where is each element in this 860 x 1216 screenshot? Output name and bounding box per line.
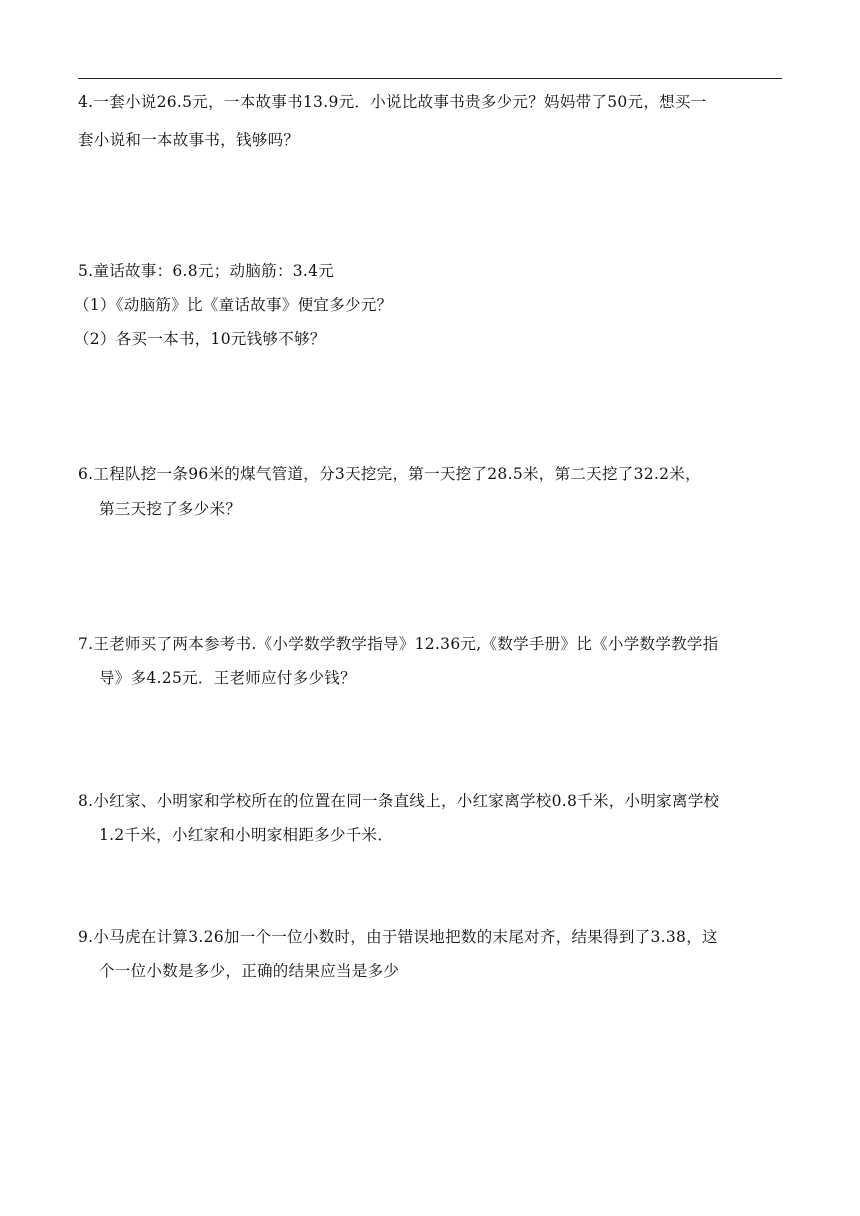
problem-8-line-2: 1.2千米，小红家和小明家相距多少千米．	[99, 826, 394, 844]
header-rule	[78, 78, 782, 79]
problem-6-line-2: 第三天挖了多少米？	[99, 500, 242, 518]
problem-7-line-1: 7.王老师买了两本参考书.《小学数学教学指导》12.36元,《数学手册》比《小学数学教学指	[78, 635, 719, 653]
problem-9-line-2: 个一位小数是多少，正确的结果应当是多少	[99, 962, 400, 980]
problem-4-line-2: 套小说和一本故事书，钱够吗？	[78, 131, 300, 149]
problem-5-sub-2: （2）各买一本书，10元钱够不够？	[74, 330, 326, 348]
problem-8-line-1: 8.小红家、小明家和学校所在的位置在同一条直线上，小红家离学校0.8千米，小明家离学校	[78, 792, 720, 810]
problem-5-line-1: 5.童话故事：6.8元；动脑筋：3.4元	[78, 262, 335, 280]
problem-6-line-1: 6.工程队挖一条96米的煤气管道，分3天挖完，第一天挖了28.5米，第二天挖了32.2米，	[78, 465, 701, 483]
problem-9-line-1: 9.小马虎在计算3.26加一个一位小数时，由于错误地把数的末尾对齐，结果得到了3.38，这	[78, 928, 718, 946]
problem-5-sub-1: （1）《动脑筋》比《童话故事》便宜多少元？	[74, 296, 393, 314]
problem-7-line-2: 导》多4.25元．王老师应付多少钱？	[99, 669, 356, 687]
problem-4-line-1: 4.一套小说26.5元，一本故事书13.9元．小说比故事书贵多少元？妈妈带了50元，想买一	[78, 93, 707, 111]
